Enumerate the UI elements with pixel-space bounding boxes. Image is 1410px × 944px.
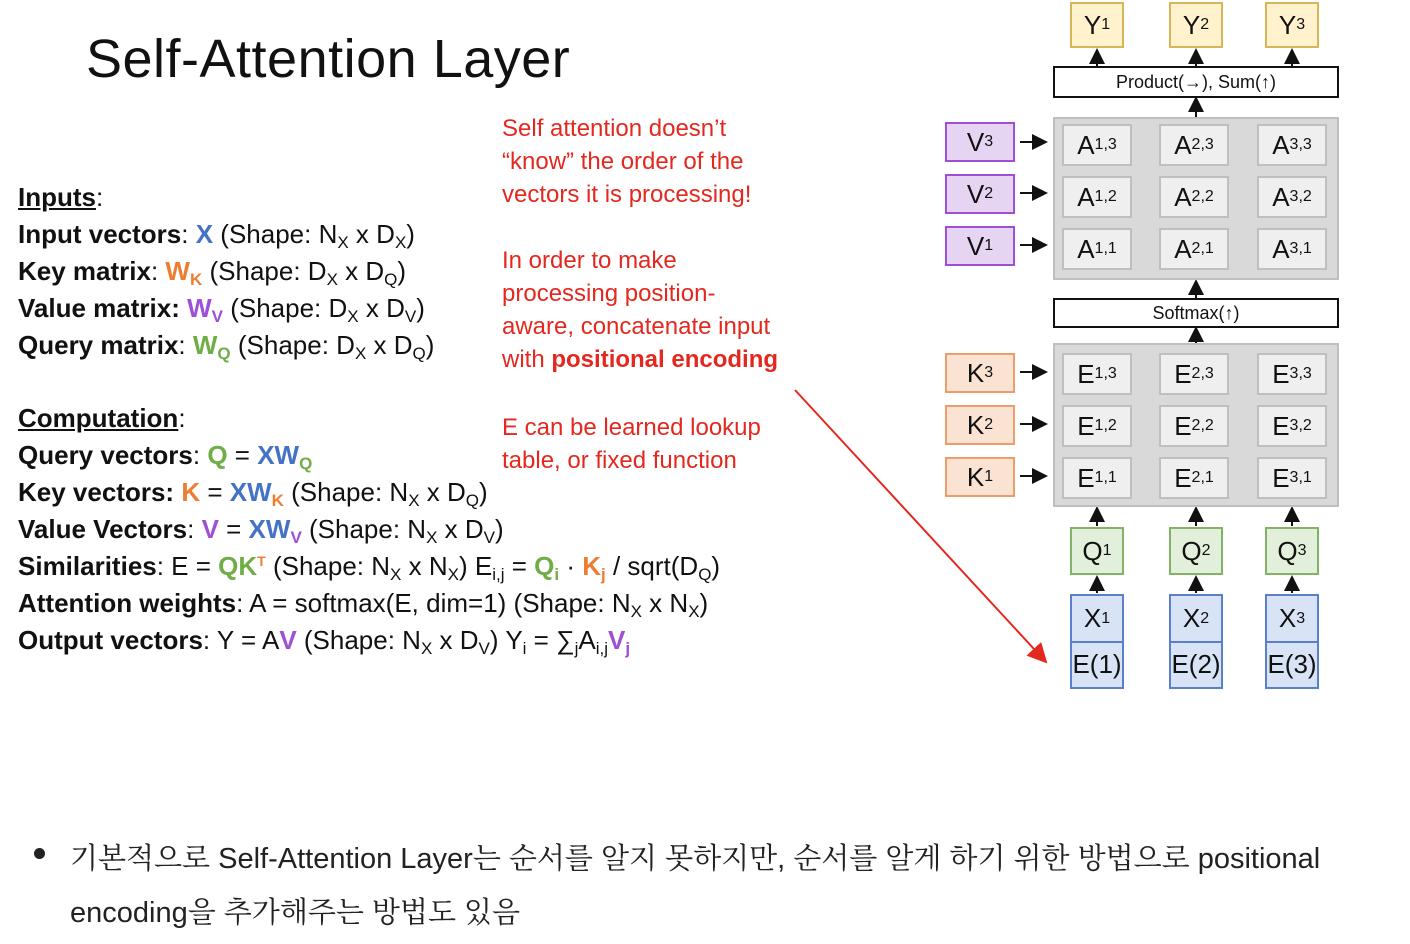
similarity-cell: E 1,3 [1062, 353, 1132, 395]
attention-weight-cell: A 1,1 [1062, 228, 1132, 270]
bullet-line-1: 기본적으로 Self-Attention Layer는 순서를 알지 못하지만, 순서를 알게 하기 위한 방법으로 positional [70, 843, 1321, 875]
attention-weight-cell: A 2,3 [1159, 124, 1229, 166]
value-v1: V 1 [945, 226, 1015, 266]
input-x1-with-encoding [1070, 594, 1124, 689]
attention-weight-cell: A 1,2 [1062, 176, 1132, 218]
note-order: Self attention doesn’t “know” the order of the vectors it is processing! [502, 115, 752, 208]
attention-weights-line: Attention weights: A = softmax(E, dim=1) (Shape: $N_X$ x $N_X$) [18, 588, 709, 621]
bullet-line-2: encoding을 추가해주는 방법도 있음 [70, 897, 521, 929]
query-vectors-line: Query vectors: $Q = XW_Q$ [18, 440, 313, 473]
query-q3: Q 3 [1265, 527, 1319, 575]
encoding-e2: E(2) [1171, 649, 1221, 679]
value-matrix-line: Value matrix: $W_V$ (Shape: $D_X$ x $D_V$) [18, 293, 425, 326]
key-matrix-line: Key matrix: $W_K$ (Shape: $D_X$ x $D_Q$) [18, 256, 407, 289]
similarity-cell: E 2,2 [1159, 405, 1229, 447]
query-q2: Q 2 [1169, 527, 1223, 575]
attention-weight-cell: A 3,2 [1257, 176, 1327, 218]
key-k3: K 3 [945, 353, 1015, 393]
input-x2: X 2 [1182, 603, 1210, 633]
key-k2: K 2 [945, 405, 1015, 445]
value-v3: V 3 [945, 122, 1015, 162]
output-y2: Y 2 [1169, 2, 1223, 48]
attention-weight-cell: A 2,2 [1159, 176, 1229, 218]
bullet-dot [34, 848, 45, 859]
softmax-box: Softmax(↑) [1053, 298, 1339, 328]
encoding-e3: E(3) [1267, 649, 1317, 679]
similarity-cell: E 2,1 [1159, 457, 1229, 499]
input-x2-with-encoding [1169, 594, 1223, 689]
similarity-cell: E 3,3 [1257, 353, 1327, 395]
attention-weight-cell: A 3,3 [1257, 124, 1327, 166]
note-positional: In order to make processing position- aware, concatenate input with positional encoding [502, 247, 779, 373]
output-vectors-line: Output vectors: Y = AV (Shape: $N_X$ x $D_V$) $Y_i = \sum_jA_{i,j}V_j$ [18, 625, 631, 658]
similarity-cell: E 1,1 [1062, 457, 1132, 499]
product-sum-box: Product(→), Sum(↑) [1053, 66, 1339, 98]
input-vectors-line: Input vectors: X (Shape: $N_X$ x $D_X$) [18, 219, 415, 252]
inputs-heading: Inputs: [18, 182, 104, 212]
output-y1: Y 1 [1070, 2, 1124, 48]
value-v2: V 2 [945, 174, 1015, 214]
output-y3: Y 3 [1265, 2, 1319, 48]
value-vectors-line: Value Vectors: $V = XW_V$ (Shape: $N_X$ x $D_V$) [18, 514, 504, 547]
similarity-cell: E 3,2 [1257, 405, 1327, 447]
query-q1: Q 1 [1070, 527, 1124, 575]
input-x3-with-encoding [1265, 594, 1319, 689]
attention-weight-cell: A 1,3 [1062, 124, 1132, 166]
similarity-cell: E 3,1 [1257, 457, 1327, 499]
slide-title: Self-Attention Layer [86, 29, 571, 89]
note-lookup: E can be learned lookup table, or fixed function [502, 414, 761, 474]
attention-weight-cell: A 2,1 [1159, 228, 1229, 270]
attention-weight-cell: A 3,1 [1257, 228, 1327, 270]
query-matrix-line: Query matrix: $W_Q$ (Shape: $D_X$ x $D_Q$) [18, 330, 435, 363]
key-vectors-line: Key vectors: $K = XW_K$ (Shape: $N_X$ x $D_Q$) [18, 477, 488, 510]
input-x1: X 1 [1083, 603, 1111, 633]
key-k1: K 1 [945, 457, 1015, 497]
similarity-cell: E 2,3 [1159, 353, 1229, 395]
computation-heading: Computation: [18, 403, 186, 433]
similarity-cell: E 1,2 [1062, 405, 1132, 447]
encoding-e1: E(1) [1072, 649, 1122, 679]
input-x3: X 3 [1278, 603, 1306, 633]
similarities-line: Similarities: $E = QK^T$ (Shape: $N_X$ x $N_X$) $E_{i,j} = Q_i \cdot K_j$ / $sqrt(D_Q)$ [18, 551, 721, 584]
